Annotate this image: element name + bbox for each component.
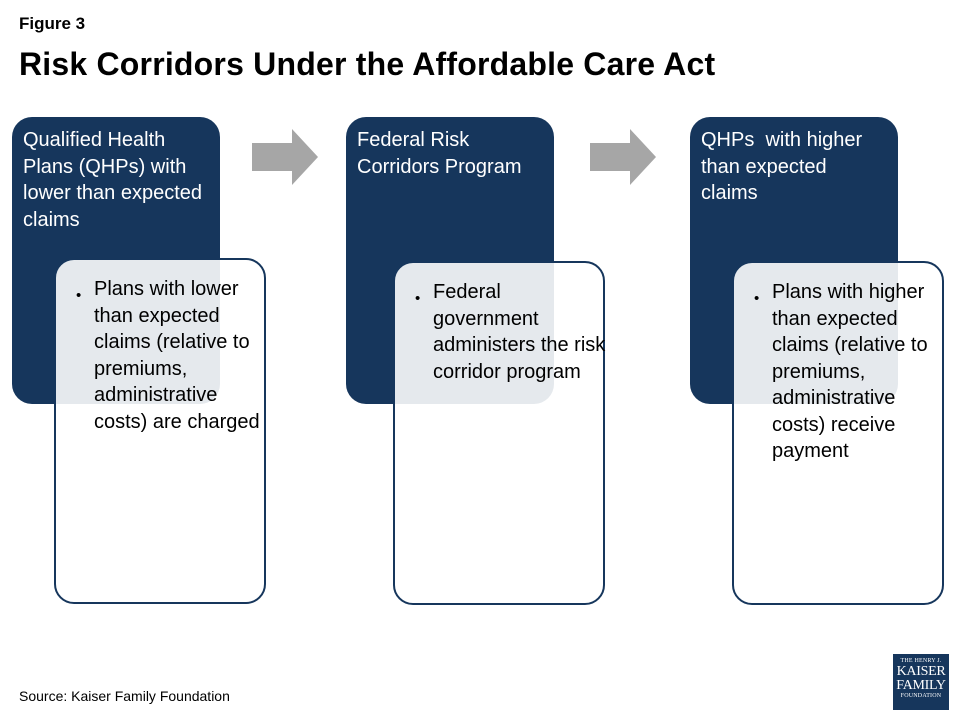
step-3 [690, 117, 960, 607]
step-1 [12, 117, 284, 607]
right-arrow-icon [590, 129, 656, 185]
logo-line-4: FOUNDATION [900, 693, 942, 699]
bullet-icon: • [754, 290, 760, 307]
step-2-detail: Federal government administers the risk corridor program [433, 281, 606, 383]
bullet-icon: • [415, 290, 421, 307]
source-note: Source: Kaiser Family Foundation [19, 688, 230, 704]
page-title: Risk Corridors Under the Affordable Care Act [19, 46, 716, 82]
logo-line-1: THE HENRY J. [900, 658, 942, 664]
right-arrow-icon [252, 129, 318, 185]
step-2-detail-box [393, 261, 605, 605]
step-2 [346, 117, 618, 607]
step-3-heading: QHPs with higher than expected claims [701, 129, 868, 204]
step-2-heading: Federal Risk Corridors Program [357, 129, 522, 178]
step-3-detail: Plans with higher than expected claims (relative to premiums, administrative costs) receive payment [772, 281, 928, 462]
figure-label: Figure 3 [19, 14, 86, 33]
kaiser-family-foundation-logo [893, 654, 949, 710]
step-1-heading: Qualified Health Plans (QHPs) with lower than expected claims [23, 129, 203, 231]
step-1-detail: Plans with lower than expected claims (relative to premiums, administrative costs) are charged [94, 278, 260, 433]
bullet-icon: • [76, 287, 82, 304]
logo-line-3: FAMILY [896, 678, 946, 693]
step-1-detail-box [54, 258, 266, 604]
logo-line-2: KAISER [896, 664, 946, 679]
step-3-detail-box [732, 261, 944, 605]
